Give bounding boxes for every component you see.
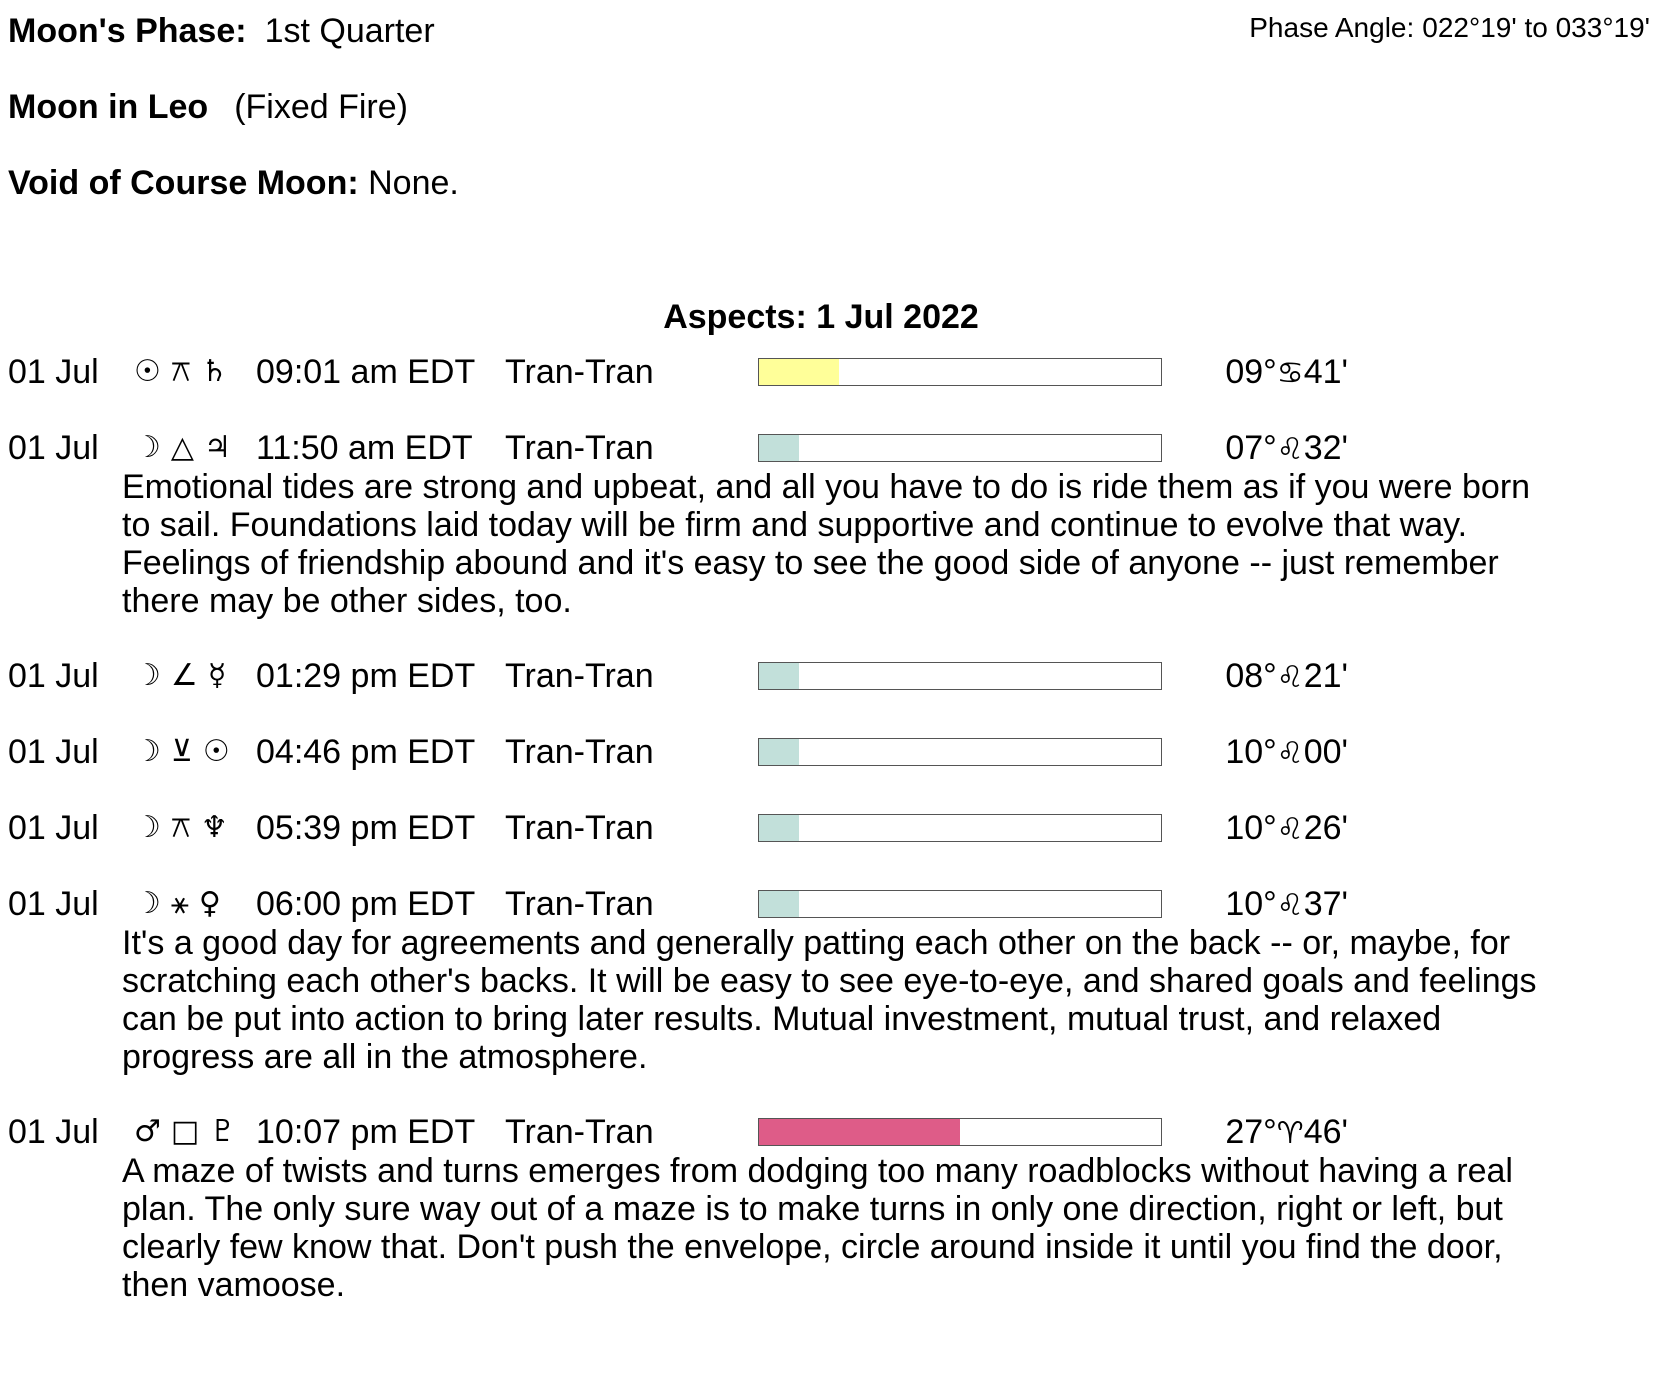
- aspect-glyphs: [134, 656, 236, 696]
- void-of-course-line: [8, 163, 459, 203]
- aspect-strength-bar: [758, 662, 1162, 690]
- aspect-minute: 00': [1303, 733, 1348, 771]
- aspect-kind: Tran-Tran: [505, 657, 654, 695]
- aspect-strength-fill: [759, 663, 799, 689]
- moon-icon: ☽: [134, 658, 171, 693]
- aspect-degree: 10°: [1225, 733, 1277, 771]
- aspect-row: [0, 1112, 1658, 1152]
- aspect-time: 09:01 am EDT: [256, 353, 476, 391]
- square-icon: □: [170, 1114, 210, 1149]
- aspect-time: 01:29 pm EDT: [256, 657, 476, 695]
- aspect-strength-bar: [758, 738, 1162, 766]
- zodiac-sign-icon: ♋: [1276, 356, 1304, 391]
- aspect-strength-fill: [759, 359, 839, 385]
- aspect-row: [0, 884, 1658, 924]
- void-of-course-label: Void of Course Moon:: [8, 164, 359, 202]
- aspect-position: [1225, 428, 1348, 470]
- aspect-strength-fill: [759, 815, 799, 841]
- aspect-kind: Tran-Tran: [505, 885, 654, 923]
- moon-icon: ☽: [134, 886, 171, 921]
- mars-icon: ♂: [134, 1114, 171, 1149]
- quincunx-icon: ⚻: [170, 354, 201, 389]
- aspect-glyphs: [134, 732, 240, 772]
- sextile-icon: ⚹: [170, 886, 199, 921]
- aspect-minute: 21': [1303, 657, 1348, 695]
- moon-sign-line: [8, 87, 408, 127]
- aspect-degree: 10°: [1225, 809, 1277, 847]
- aspect-degree: 10°: [1225, 885, 1277, 923]
- moon-icon: ☽: [134, 810, 171, 845]
- aspect-strength-bar: [758, 434, 1162, 462]
- phase-angle-label: Phase Angle:: [1249, 12, 1415, 43]
- venus-icon: ♀: [198, 886, 231, 921]
- aspect-description: Emotional tides are strong and upbeat, and all you have to do is ride them as if you were born to sail. Foundations laid today will be firm and supportive and continue to evolve that way. Feelings of friendship abound and it's easy to see the good side of anyone -- just remember there may be other sides, too.: [122, 468, 1531, 620]
- aspect-minute: 41': [1303, 353, 1348, 391]
- aspect-row: [0, 656, 1658, 696]
- aspect-minute: 32': [1303, 429, 1348, 467]
- moon-sign-detail: (Fixed Fire): [234, 88, 408, 126]
- aspect-strength-bar: [758, 358, 1162, 386]
- moon-icon: ☽: [134, 430, 171, 465]
- pluto-icon: ♇: [209, 1114, 247, 1149]
- aspect-kind: Tran-Tran: [505, 733, 654, 771]
- aspect-glyphs: [134, 884, 231, 924]
- aspect-position: [1225, 808, 1348, 850]
- mercury-icon: ☿: [207, 658, 237, 693]
- trine-icon: △: [170, 430, 204, 465]
- zodiac-sign-icon: ♈: [1276, 1116, 1304, 1151]
- semisextile-icon: ⊻: [170, 734, 203, 769]
- aspect-position: [1225, 1112, 1348, 1154]
- aspect-strength-fill: [759, 891, 799, 917]
- aspect-date: 01 Jul: [8, 1113, 99, 1151]
- aspect-row: [0, 732, 1658, 772]
- aspect-degree: 08°: [1225, 657, 1277, 695]
- aspect-row: [0, 428, 1658, 468]
- aspect-description: A maze of twists and turns emerges from dodging too many roadblocks without having a real plan. The only sure way out of a maze is to make turns in only one direction, right or left, but clearly few know that. Don't push the envelope, circle around inside it until you find the door, then vamoose.: [122, 1152, 1513, 1304]
- aspect-kind: Tran-Tran: [505, 1113, 654, 1151]
- aspect-strength-bar: [758, 1118, 1162, 1146]
- zodiac-sign-icon: ♌: [1276, 812, 1304, 847]
- jupiter-icon: ♃: [203, 430, 241, 465]
- aspect-description: It's a good day for agreements and generally patting each other on the back -- or, maybe, for scratching each other's backs. It will be easy to see eye-to-eye, and shared goals and feelings can be put into action to bring later results. Mutual investment, mutual trust, and relaxed progress are all in the atmosphere.: [122, 924, 1537, 1076]
- moon-phase-line: [8, 11, 435, 51]
- aspect-glyphs: [134, 428, 241, 468]
- aspect-date: 01 Jul: [8, 657, 99, 695]
- aspect-degree: 27°: [1225, 1113, 1277, 1151]
- aspect-strength-bar: [758, 890, 1162, 918]
- aspect-time: 11:50 am EDT: [256, 429, 473, 467]
- aspect-degree: 09°: [1225, 353, 1277, 391]
- aspect-position: [1225, 732, 1348, 774]
- aspect-glyphs: [134, 808, 238, 848]
- aspect-strength-fill: [759, 1119, 960, 1145]
- aspect-position: [1225, 352, 1348, 394]
- void-of-course-value: None.: [368, 164, 459, 202]
- phase-angle: [1249, 10, 1650, 46]
- aspect-date: 01 Jul: [8, 885, 99, 923]
- quincunx-icon: ⚻: [170, 810, 201, 845]
- sun-icon: ☉: [202, 734, 240, 769]
- sun-icon: ☉: [134, 354, 171, 389]
- semisquare-icon: ∠: [170, 658, 208, 693]
- moon-icon: ☽: [134, 734, 171, 769]
- aspect-date: 01 Jul: [8, 809, 99, 847]
- aspect-time: 05:39 pm EDT: [256, 809, 476, 847]
- aspect-kind: Tran-Tran: [505, 809, 654, 847]
- aspect-row: [0, 352, 1658, 392]
- aspects-title: Aspects: 1 Jul 2022: [663, 298, 979, 336]
- aspect-minute: 46': [1303, 1113, 1348, 1151]
- aspect-kind: Tran-Tran: [505, 429, 654, 467]
- zodiac-sign-icon: ♌: [1276, 660, 1304, 695]
- moon-phase-label: Moon's Phase:: [8, 12, 247, 50]
- aspect-date: 01 Jul: [8, 733, 99, 771]
- aspect-time: 06:00 pm EDT: [256, 885, 476, 923]
- aspect-glyphs: [134, 352, 238, 392]
- aspect-glyphs: [134, 1112, 246, 1152]
- aspect-kind: Tran-Tran: [505, 353, 654, 391]
- aspect-time: 10:07 pm EDT: [256, 1113, 476, 1151]
- aspect-degree: 07°: [1225, 429, 1277, 467]
- saturn-icon: ♄: [200, 354, 238, 389]
- aspect-position: [1225, 884, 1348, 926]
- aspect-strength-fill: [759, 739, 799, 765]
- phase-angle-value: 022°19' to 033°19': [1422, 12, 1650, 43]
- aspect-date: 01 Jul: [8, 353, 99, 391]
- aspect-time: 04:46 pm EDT: [256, 733, 476, 771]
- zodiac-sign-icon: ♌: [1276, 736, 1304, 771]
- aspect-minute: 26': [1303, 809, 1348, 847]
- aspect-strength-bar: [758, 814, 1162, 842]
- aspect-row: [0, 808, 1658, 848]
- aspect-position: [1225, 656, 1348, 698]
- aspect-minute: 37': [1303, 885, 1348, 923]
- moon-sign-label: Moon in Leo: [8, 88, 209, 126]
- neptune-icon: ♆: [200, 810, 238, 845]
- zodiac-sign-icon: ♌: [1276, 432, 1304, 467]
- zodiac-sign-icon: ♌: [1276, 888, 1304, 923]
- aspect-date: 01 Jul: [8, 429, 99, 467]
- aspect-strength-fill: [759, 435, 799, 461]
- moon-phase-value: 1st Quarter: [264, 12, 435, 50]
